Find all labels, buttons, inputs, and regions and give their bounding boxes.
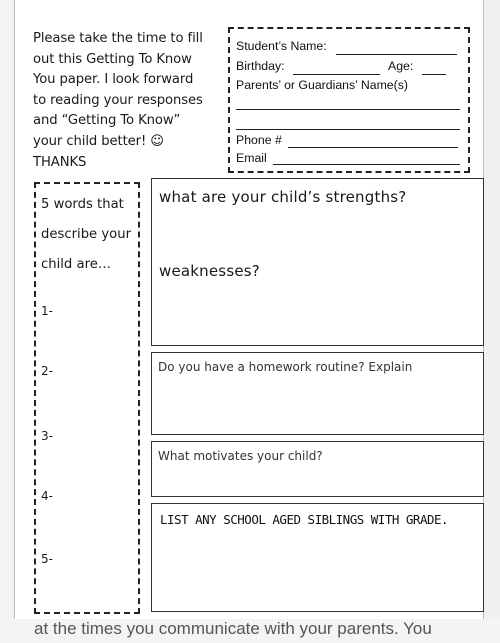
- age-field[interactable]: [422, 74, 446, 75]
- age-label: Age:: [388, 59, 414, 73]
- getting-to-know-sheet: [14, 0, 484, 619]
- parents-field-1[interactable]: [236, 109, 460, 110]
- background-text: at the times you communicate with your parents. You: [34, 619, 432, 638]
- word-number-4: 4-: [41, 489, 53, 503]
- five-words-title: [41, 190, 137, 280]
- weaknesses-question: weaknesses?: [159, 262, 260, 280]
- background-page-left: [0, 0, 14, 643]
- homework-routine-box[interactable]: [151, 352, 484, 435]
- five-words-box: [34, 182, 140, 614]
- intro-line: to reading your responses: [33, 92, 203, 108]
- email-label: Email: [236, 151, 267, 165]
- intro-line: and “Getting To Know”: [33, 113, 181, 129]
- siblings-box[interactable]: [151, 503, 484, 612]
- word-number-1: 1-: [41, 304, 53, 318]
- intro-line: out this Getting To Know: [33, 51, 192, 67]
- five-words-title-line: 5 words that: [41, 197, 124, 212]
- intro-line: THANKS: [33, 154, 87, 170]
- siblings-question: LIST ANY SCHOOL AGED SIBLINGS WITH GRADE.: [160, 512, 449, 527]
- student-name-field[interactable]: [336, 54, 457, 55]
- strengths-weaknesses-box[interactable]: [151, 178, 484, 346]
- intro-line: You paper. I look forward: [33, 72, 194, 88]
- email-field[interactable]: [273, 164, 460, 165]
- intro-line: Please take the time to fill: [33, 31, 203, 46]
- word-number-3: 3-: [41, 429, 53, 443]
- motivates-question: What motivates your child?: [158, 449, 323, 463]
- background-page-right: [482, 0, 500, 643]
- phone-label: Phone #: [236, 133, 282, 147]
- student-info-box: [228, 27, 470, 173]
- motivation-box[interactable]: [151, 441, 484, 497]
- birthday-field[interactable]: [293, 74, 380, 75]
- parents-label: Parents’ or Guardians’ Name(s): [236, 78, 408, 92]
- word-number-5: 5-: [41, 552, 53, 566]
- five-words-title-line: describe your: [41, 227, 132, 242]
- five-words-title-line: child are…: [41, 257, 112, 272]
- parents-field-2[interactable]: [236, 129, 460, 130]
- word-number-2: 2-: [41, 364, 53, 378]
- background-page-bottom: [0, 618, 500, 643]
- student-name-label: Student’s Name:: [236, 39, 327, 53]
- homework-question: Do you have a homework routine? Explain: [158, 360, 413, 374]
- birthday-label: Birthday:: [236, 59, 285, 73]
- intro-message: [33, 29, 225, 173]
- intro-line: your child better! ☺: [33, 133, 164, 149]
- phone-field[interactable]: [288, 147, 458, 148]
- strengths-question: what are your child’s strengths?: [159, 188, 407, 206]
